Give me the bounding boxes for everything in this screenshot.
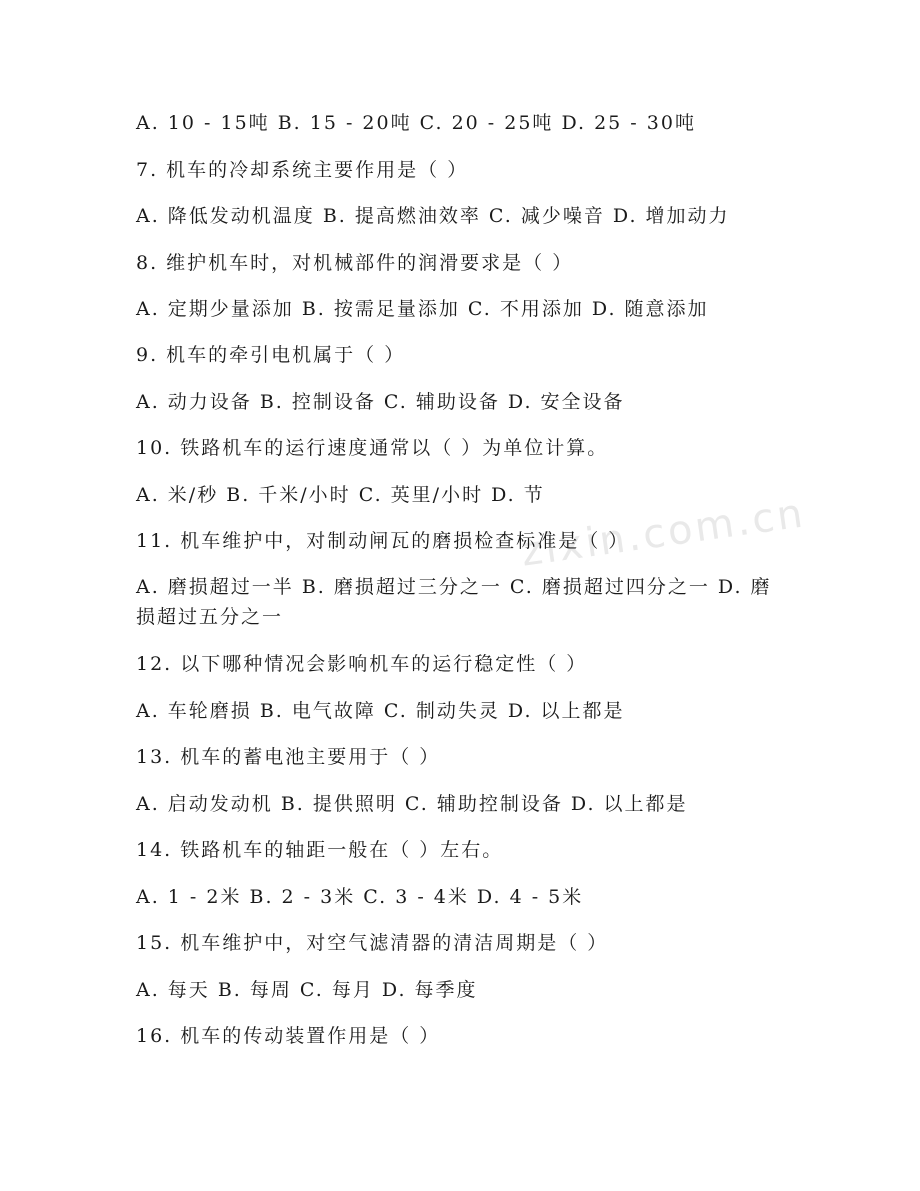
options-q11: A. 磨损超过一半 B. 磨损超过三分之一 C. 磨损超过四分之一 D. 磨损超过五分之一 [136, 576, 772, 628]
options-q12: A. 车轮磨损 B. 电气故障 C. 制动失灵 D. 以上都是 [136, 700, 625, 722]
options-q14: A. 1 - 2米 B. 2 - 3米 C. 3 - 4米 D. 4 - 5米 [136, 886, 584, 908]
question-15: 15. 机车维护中，对空气滤清器的清洁周期是（ ） [136, 932, 609, 954]
options-q6: A. 10 - 15吨 B. 15 - 20吨 C. 20 - 25吨 D. 25 - 30吨 [136, 112, 696, 134]
question-12: 12. 以下哪种情况会影响机车的运行稳定性（ ） [136, 653, 588, 675]
options-q10: A. 米/秒 B. 千米/小时 C. 英里/小时 D. 节 [136, 484, 545, 506]
question-10: 10. 铁路机车的运行速度通常以（ ）为单位计算。 [136, 437, 609, 459]
question-11: 11. 机车维护中，对制动闸瓦的磨损检查标准是（ ） [136, 530, 630, 552]
question-14: 14. 铁路机车的轴距一般在（ ）左右。 [136, 839, 504, 861]
options-q7: A. 降低发动机温度 B. 提高燃油效率 C. 减少噪音 D. 增加动力 [136, 205, 730, 227]
question-8: 8. 维护机车时，对机械部件的润滑要求是（ ） [136, 252, 574, 274]
options-q9: A. 动力设备 B. 控制设备 C. 辅助设备 D. 安全设备 [136, 391, 625, 413]
options-q15: A. 每天 B. 每周 C. 每月 D. 每季度 [136, 979, 478, 1001]
question-7: 7. 机车的冷却系统主要作用是（ ） [136, 159, 469, 181]
question-16: 16. 机车的传动装置作用是（ ） [136, 1025, 441, 1047]
options-q13: A. 启动发动机 B. 提供照明 C. 辅助控制设备 D. 以上都是 [136, 793, 688, 815]
options-q8: A. 定期少量添加 B. 按需足量添加 C. 不用添加 D. 随意添加 [136, 298, 709, 320]
watermark: zixin.com.cn [518, 490, 809, 576]
question-9: 9. 机车的牵引电机属于（ ） [136, 344, 406, 366]
question-13: 13. 机车的蓄电池主要用于（ ） [136, 746, 441, 768]
